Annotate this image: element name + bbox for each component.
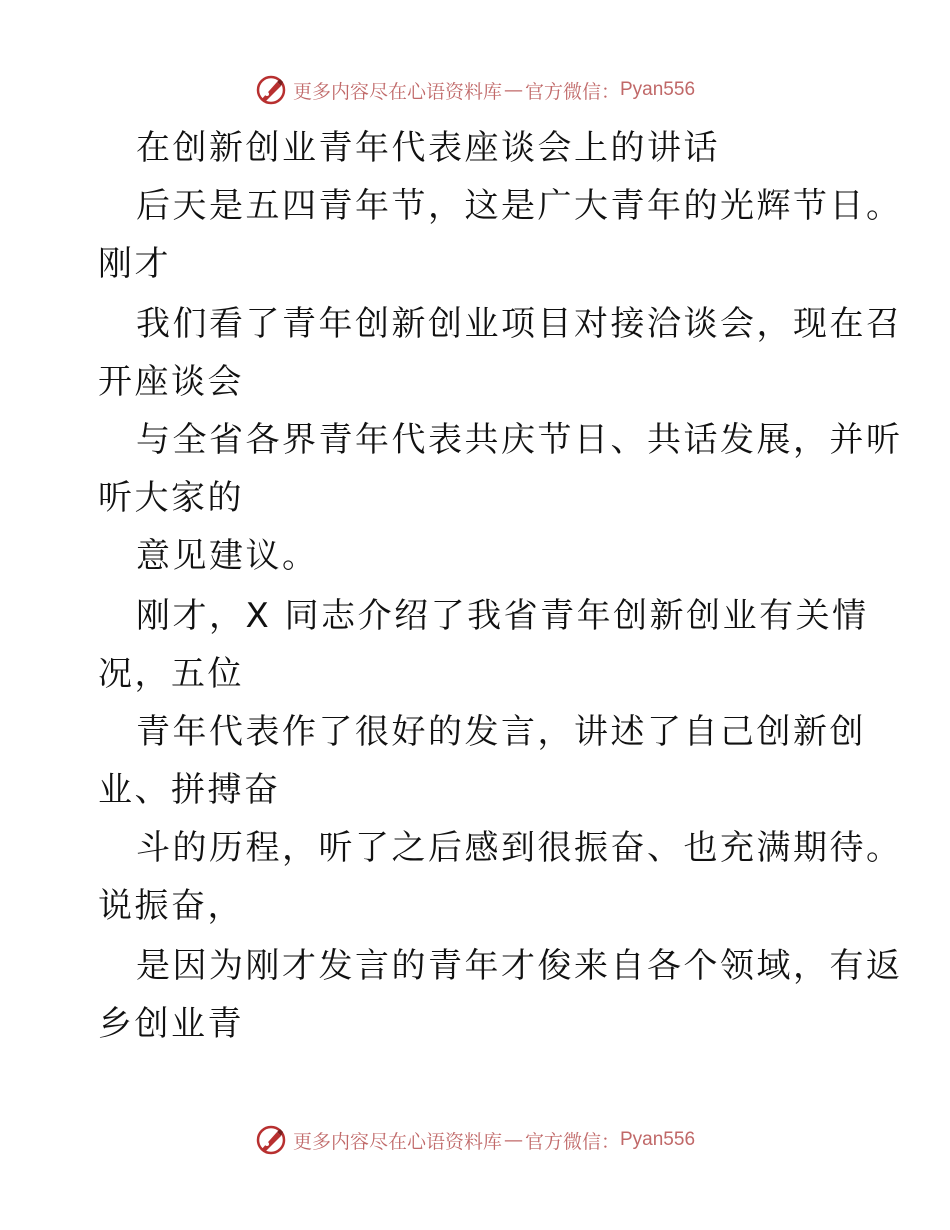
paragraph-line: 刚才，X 同志介绍了我省青年创新创业有关情: [136, 596, 869, 636]
header-banner: [0, 72, 950, 108]
paragraph-line: 况，五位: [98, 654, 244, 694]
header-wechat-label: 官方微信：: [524, 80, 620, 103]
paragraph-line: 意见建议。: [136, 536, 319, 576]
paragraph-line: 后天是五四青年节，这是广大青年的光辉节日。: [136, 186, 903, 226]
header-banner-text: 更多内容尽在心语资料库: [292, 80, 502, 103]
header-banner-separator: —: [503, 79, 523, 101]
paragraph-line: 开座谈会: [98, 362, 244, 402]
footer-wechat-id: Pyan556: [620, 1129, 696, 1150]
footer-banner-separator: —: [503, 1129, 523, 1151]
paragraph-line: 是因为刚才发言的青年才俊来自各个领域，有返: [136, 946, 903, 986]
paragraph-line: 青年代表作了很好的发言，讲述了自己创新创: [136, 712, 866, 752]
paragraph-line: 业、拼搏奋: [98, 770, 281, 810]
pen-logo-icon: [255, 74, 287, 106]
paragraph-line: 斗的历程，听了之后感到很振奋、也充满期待。: [136, 828, 903, 868]
footer-wechat-label: 官方微信：: [524, 1130, 620, 1153]
paragraph-line: 说振奋，: [98, 886, 244, 926]
header-wechat-id: Pyan556: [620, 79, 696, 100]
paragraph-line: 乡创业青: [98, 1004, 244, 1044]
document-title: 在创新创业青年代表座谈会上的讲话: [136, 128, 720, 168]
paragraph-line: 我们看了青年创新创业项目对接洽谈会，现在召: [136, 304, 903, 344]
paragraph-line: 刚才: [98, 244, 171, 284]
paragraph-line: 听大家的: [98, 478, 244, 518]
pen-logo-icon: [255, 1124, 287, 1156]
footer-banner-text: 更多内容尽在心语资料库: [292, 1130, 502, 1153]
paragraph-line: 与全省各界青年代表共庆节日、共话发展，并听: [136, 420, 903, 460]
footer-banner: [0, 1122, 950, 1158]
